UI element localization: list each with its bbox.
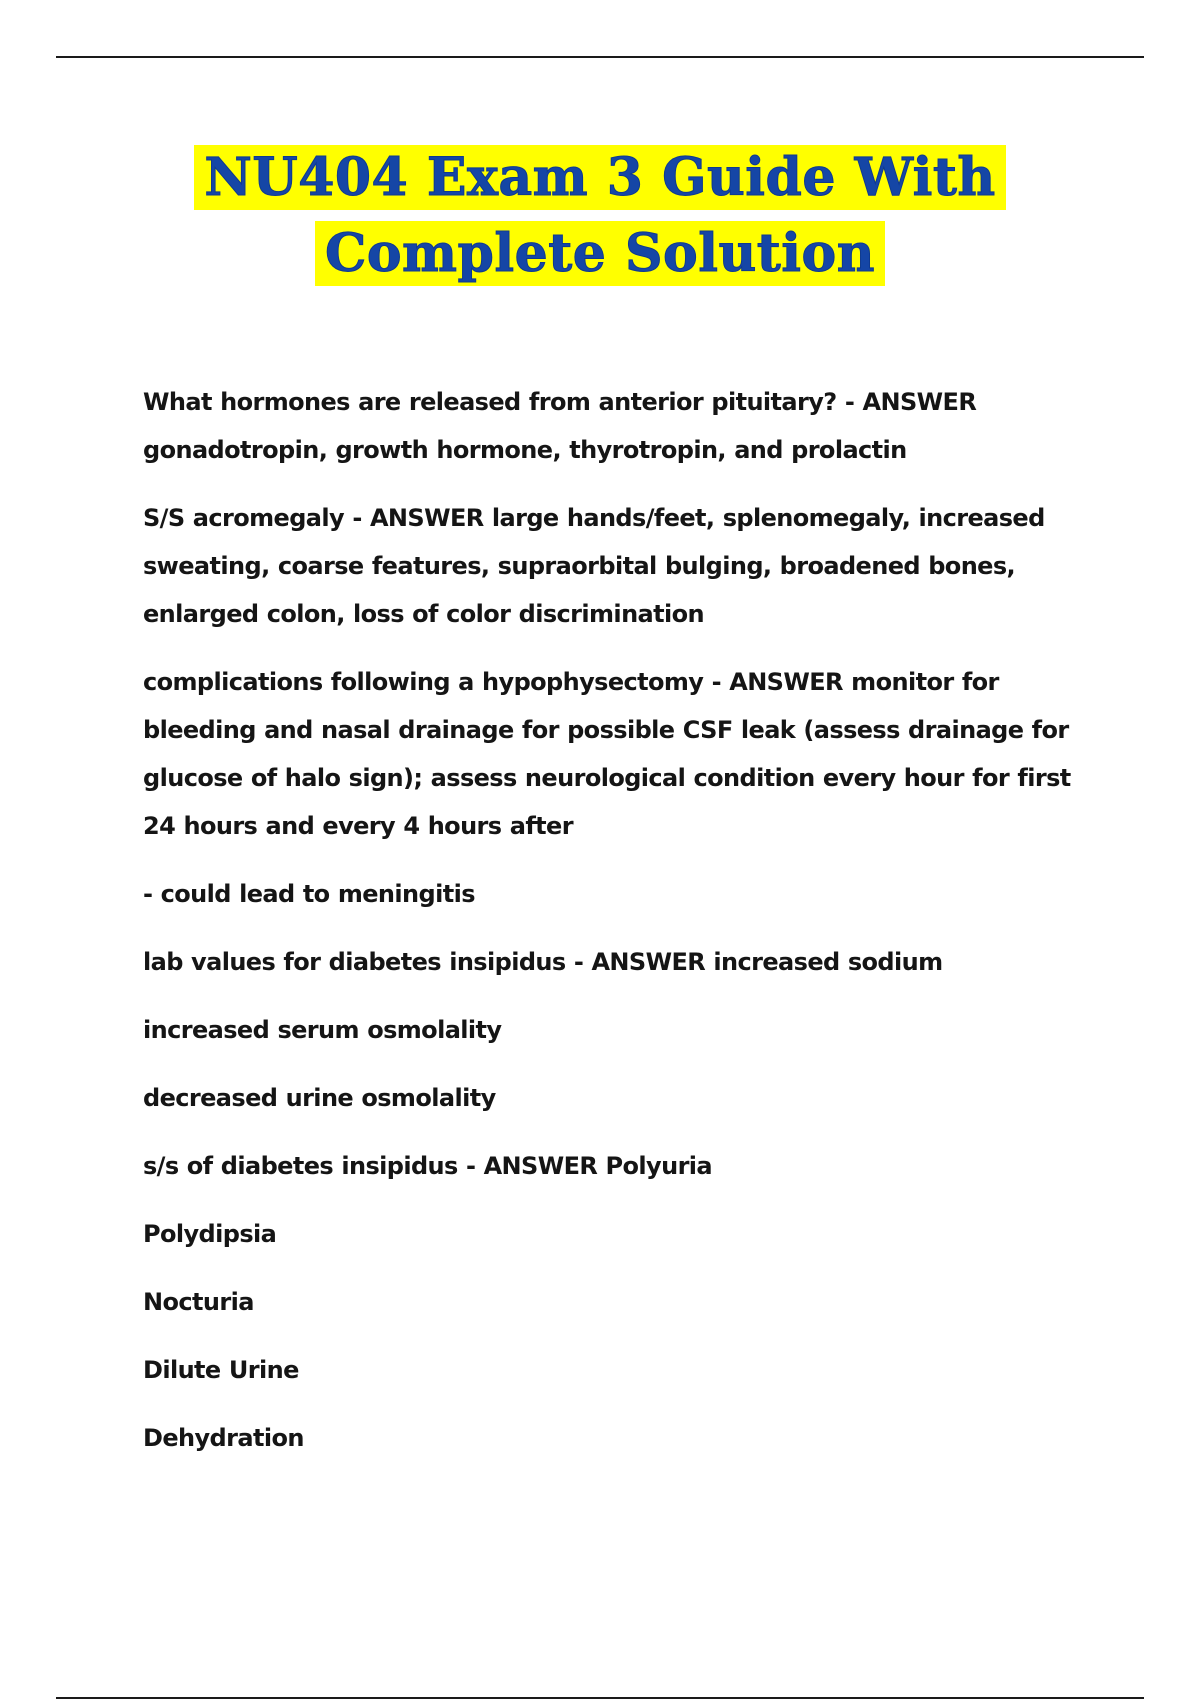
qa-paragraph: lab values for diabetes insipidus - ANSWER increased sodium	[143, 948, 943, 976]
qa-paragraph: S/S acromegaly - ANSWER large hands/feet, splenomegaly, increased sweating, coarse features, supraorbital bulging, broadened bones, enlarged colon, loss of color discrimination	[143, 504, 1045, 628]
qa-paragraph: s/s of diabetes insipidus - ANSWER Polyuria	[143, 1152, 713, 1180]
footer-rule	[56, 1697, 1144, 1699]
qa-paragraph: Polydipsia	[143, 1220, 277, 1248]
qa-paragraph: What hormones are released from anterior pituitary? - ANSWER gonadotropin, growth hormone, thyrotropin, and prolactin	[143, 388, 977, 464]
qa-paragraph: Nocturia	[143, 1288, 254, 1316]
title-line-2: Complete Solution	[315, 221, 885, 286]
qa-paragraph: complications following a hypophysectomy - ANSWER monitor for bleeding and nasal drainage for possible CSF leak (assess drainage for glucose of halo sign); assess neurological condition every hour for first 24 hours and every 4 hours after	[143, 668, 1071, 840]
qa-paragraph: decreased urine osmolality	[143, 1084, 496, 1112]
qa-paragraph: increased serum osmolality	[143, 1016, 502, 1044]
document-body	[143, 378, 1093, 1482]
title-line-1: NU404 Exam 3 Guide With	[194, 145, 1005, 210]
header-rule	[56, 56, 1144, 58]
qa-paragraph: - could lead to meningitis	[143, 880, 475, 908]
qa-paragraph: Dilute Urine	[143, 1356, 299, 1384]
page-title	[0, 140, 1200, 292]
qa-paragraph: Dehydration	[143, 1424, 304, 1452]
